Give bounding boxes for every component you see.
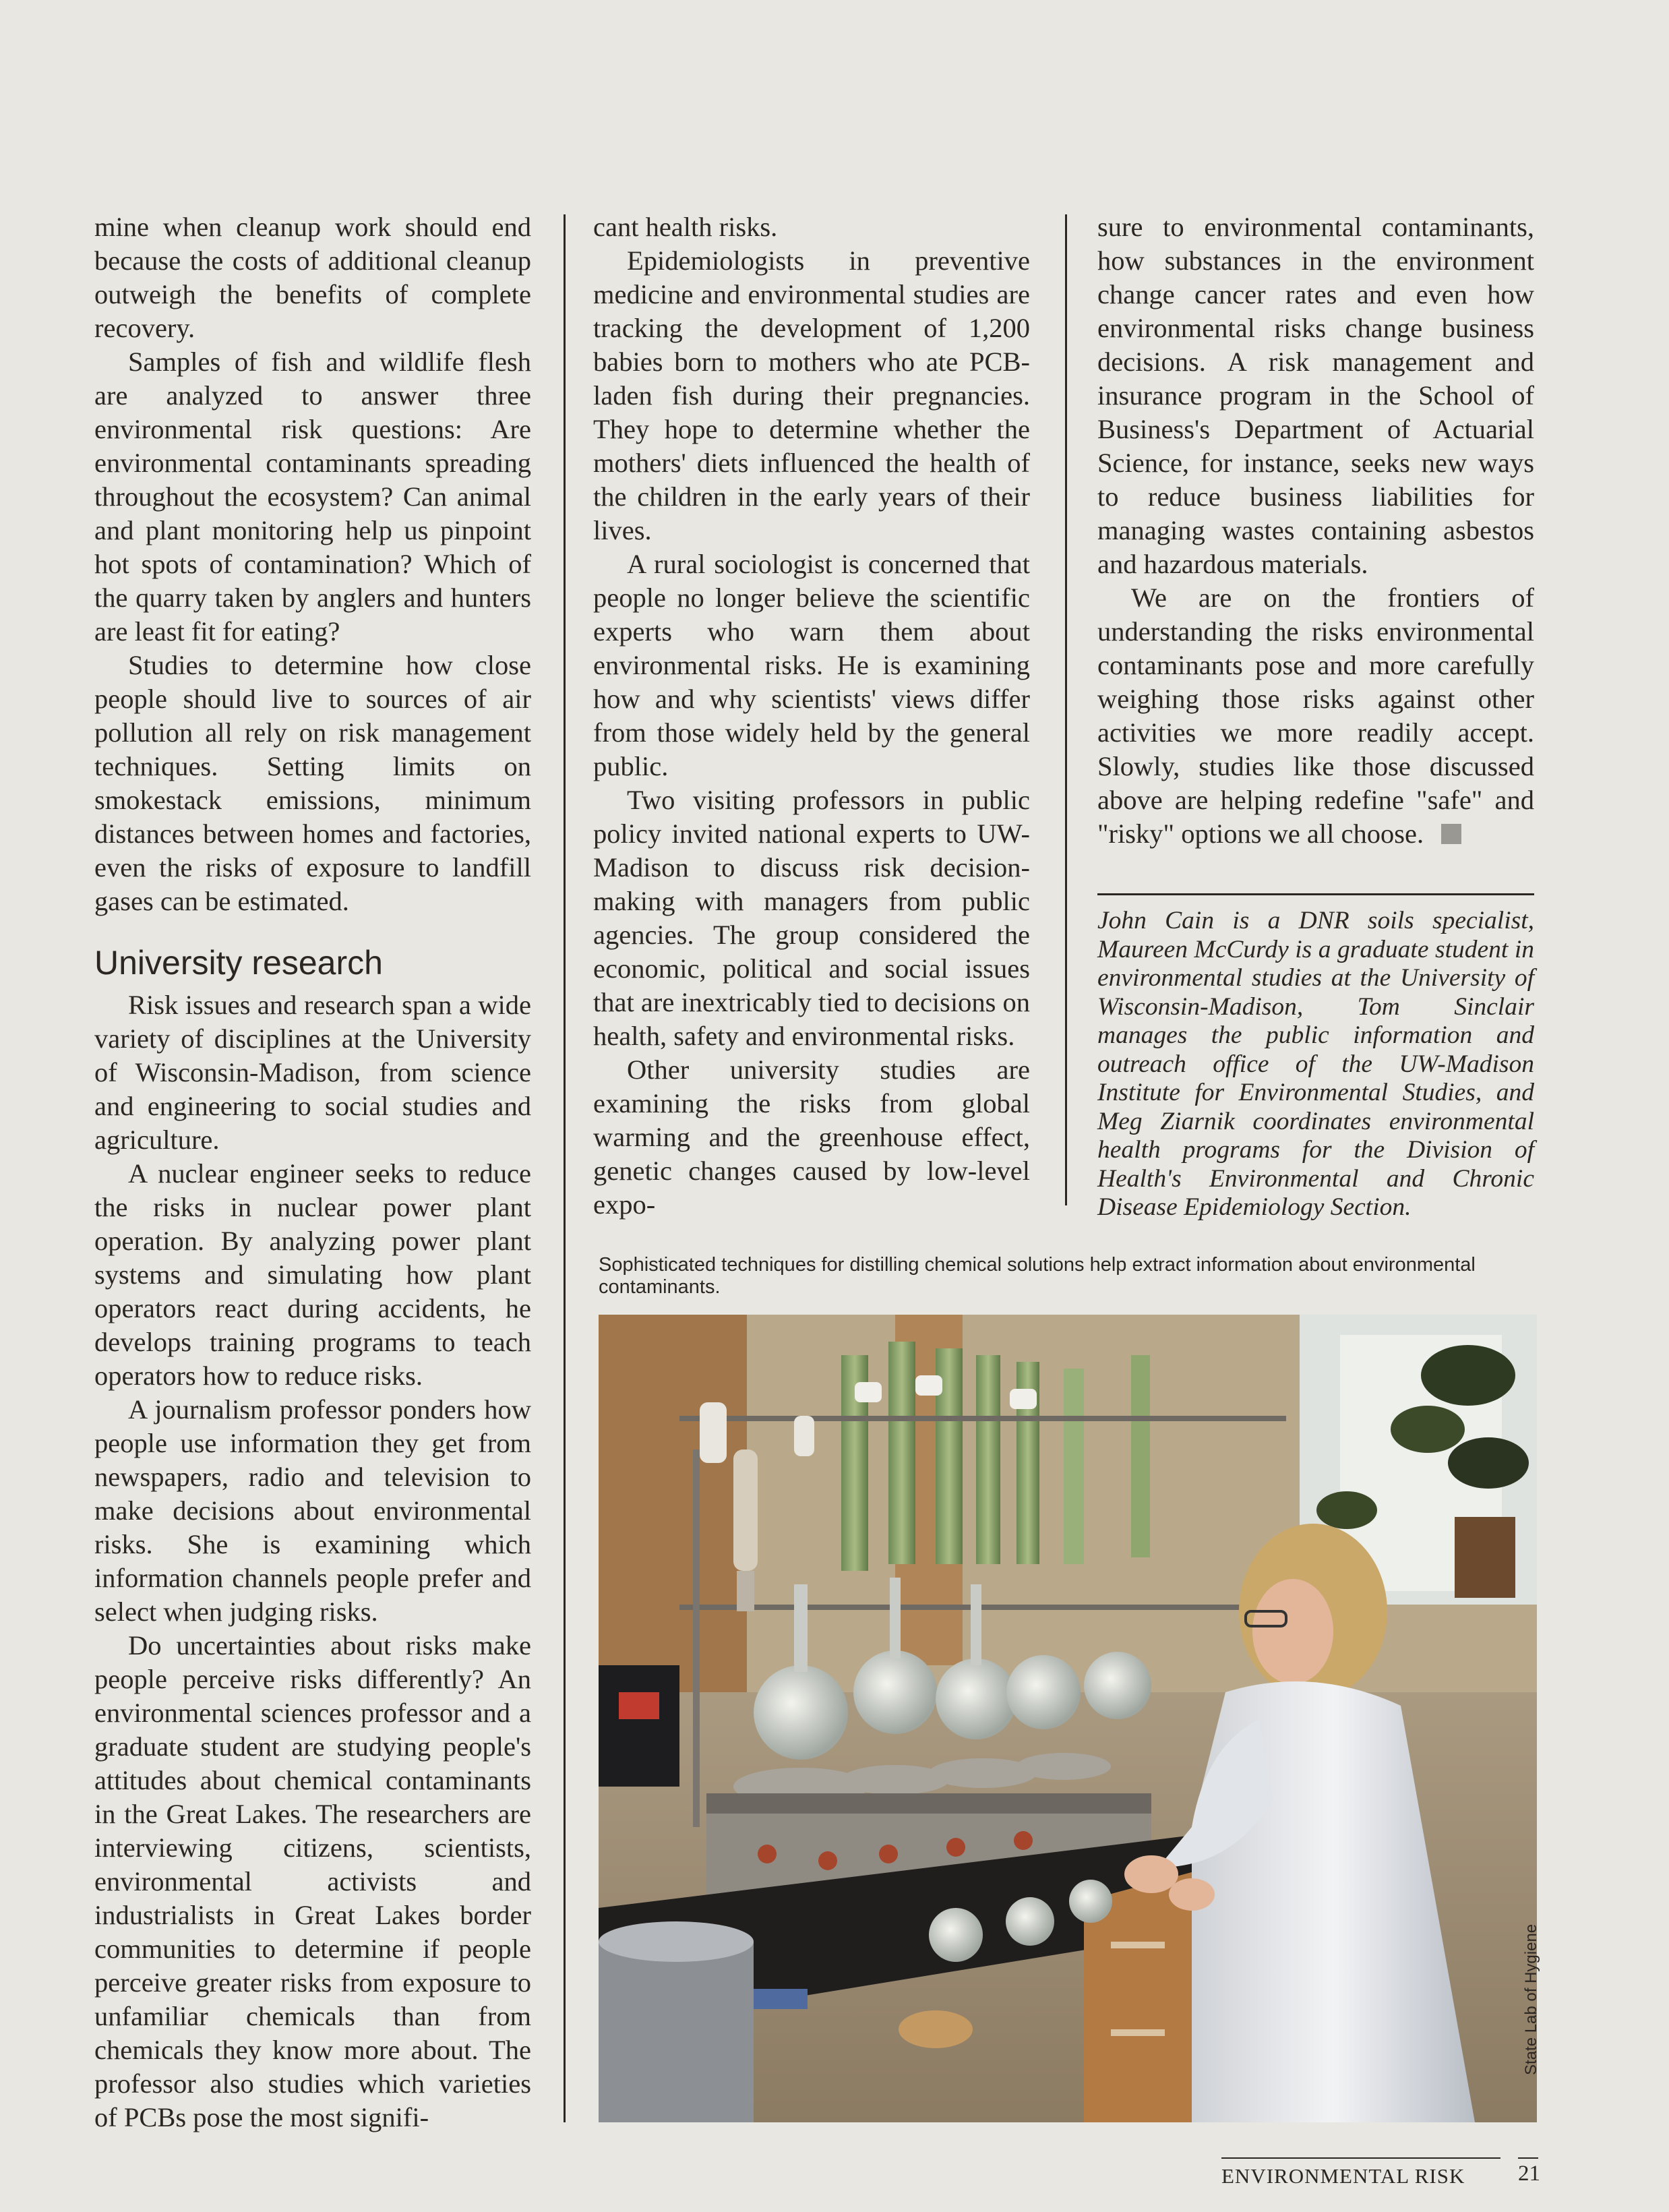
paragraph: Two visiting professors in public policy invited national experts to UW-Madison to discuss risk decision-making with managers from public agencies. The group considered the economic, political and social issues that are inextricably tied to decisions on health, safety and environmental risks.: [593, 785, 1030, 1051]
paragraph: [1097, 581, 1534, 851]
photo-caption: Sophisticated techniques for distilling chemical solutions help extract information about environmental contaminants.: [599, 1254, 1476, 1298]
paragraph: Epidemiologists in preventive medicine and environmental studies are tracking the development of 1,200 babies born to mothers who ate PCB-laden fish during their pregnancies. They hope to determine whether the mothers' diets influenced the health of the children in the early years of their lives.: [593, 245, 1030, 545]
paragraph: A nuclear engineer seeks to reduce the risks in nuclear power plant operation. By analyzing power plant systems and simulating how plant operators react during accidents, he develops training programs to teach operators how to reduce risks.: [94, 1158, 531, 1391]
section-label: ENVIRONMENTAL RISK: [1221, 2164, 1465, 2188]
page-number: 21: [1518, 2161, 1540, 2186]
photo-credit: State Lab of Hygiene: [1522, 1923, 1540, 2075]
paragraph: Risk issues and research span a wide variety of disciplines at the University of Wisconsin-Madison, from science and engineering to social studies and agriculture.: [94, 990, 531, 1155]
paragraph: A rural sociologist is concerned that people no longer believe the scientific experts who warn them about environmental risks. He is examining how and why scientists' views differ from those widely held by the general public.: [593, 549, 1030, 781]
paragraph: cant health risks.: [593, 212, 778, 242]
text-column-3: [1097, 210, 1534, 851]
paragraph: sure to environmental contaminants, how substances in the environment change cancer rates and even how environmental risks change business decisions. A risk management and insurance program in the School of Business's Department of Actuarial Science, for instance, seeks new ways to reduce business liabilities for managing wastes containing asbestos and hazardous materials.: [1097, 212, 1534, 579]
paragraph: Samples of fish and wildlife flesh are analyzed to answer three environmental risk questions: Are environmental contaminants spreading throughout the ecosystem? Can animal and plant monitoring help us pinpoint hot spots of contamination? Which of the quarry taken by anglers and hunters are least fit for eating?: [94, 347, 531, 647]
author-bio: John Cain is a DNR soils specialist, Maureen McCurdy is a graduate student in environmental studies at the University of Wisconsin-Madison, Tom Sinclair manages the public information and outreach office of the UW-Madison Institute for Environmental Studies, and Meg Ziarnik coordinates environmental health programs for the Division of Health's Environmental and Chronic Disease Epidemiology Section.: [1097, 907, 1534, 1221]
column-divider: [564, 214, 566, 2122]
footer-rule: [1518, 2157, 1538, 2159]
paragraph: mine when cleanup work should end because the costs of additional cleanup outweigh the benefits of complete recovery.: [94, 212, 531, 343]
column-divider: [1065, 214, 1067, 1205]
paragraph: Studies to determine how close people should live to sources of air pollution all rely on risk management techniques. Setting limits on smokestack emissions, minimum distances between homes and factories, even the risks of exposure to landfill gases can be estimated.: [94, 650, 531, 916]
paragraph: A journalism professor ponders how people use information they get from newspapers, radio and television to make decisions about environmental risks. She is examining which information channels people prefer and select when judging risks.: [94, 1394, 531, 1627]
end-of-article-mark: [1441, 824, 1461, 844]
paragraph: Do uncertainties about risks make people perceive risks differently? An environmental sciences professor and a graduate student are studying people's attitudes about chemical contaminants in the Great Lakes. The researchers are interviewing citizens, scientists, environmental activists and industrialists in Great Lakes border communities to determine if people perceive greater risks from exposure to unfamiliar chemicals than from chemicals they know more about. The professor also studies which varieties of PCBs pose the most signifi-: [94, 1630, 531, 2132]
lab-photo: [599, 1315, 1537, 2122]
text-column-2: [593, 210, 1030, 1222]
footer-rule: [1221, 2157, 1500, 2159]
section-heading: University research: [94, 944, 383, 982]
bio-divider: [1097, 893, 1534, 895]
text-column-1: [94, 210, 531, 2134]
paragraph-text: We are on the frontiers of understanding the risks environmental contaminants pose and more carefully weighing those risks against other activities we more readily accept. Slowly, studies like those discussed above are helping redefine "safe" and "risky" options we all choose.: [1097, 582, 1534, 849]
paragraph: Other university studies are examining the risks from global warming and the greenhouse effect, genetic changes caused by low-level expo-: [593, 1054, 1030, 1220]
